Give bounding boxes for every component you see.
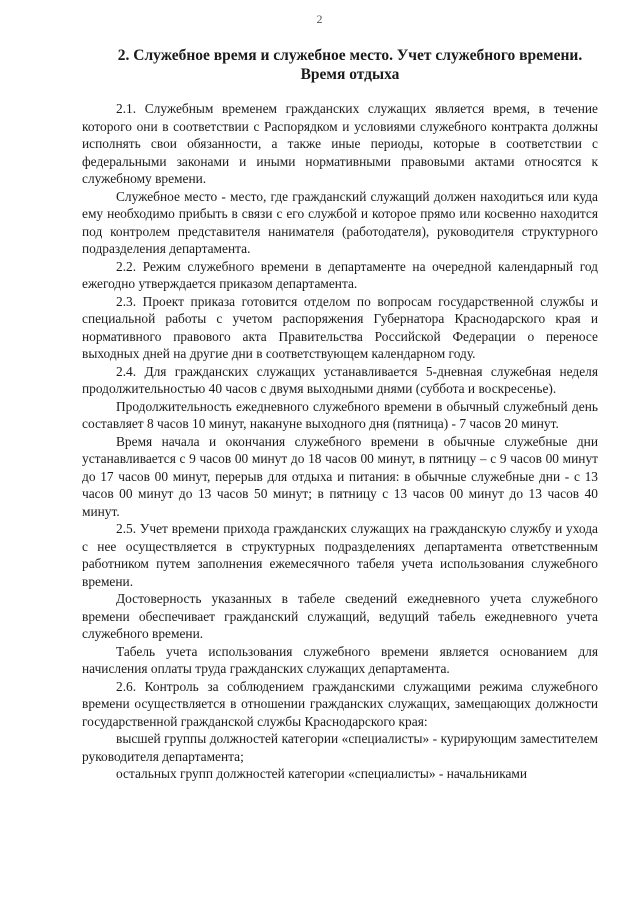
page-number: 2 [316, 12, 323, 26]
paragraph-2-5: 2.5. Учет времени прихода гражданских служащих на гражданскую службу и ухода с нее осуществляется в структурных подразделениях департамента ответственным работником путем заполнения ежемесячного табеля учета использования служебного времени. [82, 521, 598, 589]
paragraph-higher-group: высшей группы должностей категории «специалисты» - курирующим заместителем руководителя департамента; [82, 731, 598, 764]
paragraph-2-1: 2.1. Служебным временем гражданских служащих является время, в течение которого они в соответствии с Распорядком и условиями служебного контракта должны исполнять свои обязанности, а также иные периоды, которые в соответствии с федеральными законами и иными нормативными правовыми актами относятся к служебному времени. [82, 101, 598, 186]
paragraph-timesheet-basis: Табель учета использования служебного времени является основанием для начисления оплаты труда гражданских служащих департамента. [82, 643, 598, 676]
paragraph-service-place: Служебное место - место, где гражданский служащий должен находиться или куда ему необходимо прибыть в связи с его службой и которое прямо или косвенно находится под контролем представителя нанимателя (работодателя), руководителя структурного подразделения департамента. [82, 188, 598, 256]
paragraph-daily-duration: Продолжительность ежедневного служебного времени в обычный служебный день составляет 8 часов 10 минут, накануне выходного дня (пятница) - 7 часов 20 минут. [82, 398, 598, 431]
paragraph-start-end-time: Время начала и окончания служебного времени в обычные служебные дни устанавливается с 9 часов 00 минут до 18 часов 00 минут, в пятницу – с 9 часов 00 минут до 17 часов 00 минут, перерыв для отдыха и питания: в обычные служебные дни - с 13 часов 00 минут до 13 часов 50 минут; в пятницу с 13 часов 00 минут до 13 часов 40 минут. [82, 433, 598, 519]
paragraph-2-6: 2.6. Контроль за соблюдением гражданскими служащими режима служебного времени осуществляется в отношении гражданских служащих, замещающих должности государственной гражданской службы Краснодарского края: [82, 678, 598, 729]
paragraph-2-2: 2.2. Режим служебного времени в департаменте на очередной календарный год ежегодно утверждается приказом департамента. [82, 258, 598, 291]
document-body [82, 100, 598, 783]
paragraph-2-3: 2.3. Проект приказа готовится отделом по вопросам государственной службы и специальной работы с учетом распоряжения Губернатора Краснодарского края и нормативного правового акта Правительства Российской Федерации о переносе выходных дней на другие дни в соответствующем календарном году. [82, 293, 598, 361]
section-heading-line-2: Время отдыха [300, 66, 400, 83]
section-heading-line-1: 2. Служебное время и служебное место. Учет служебного времени. [117, 47, 583, 64]
paragraph-2-4: 2.4. Для гражданских служащих устанавливается 5-дневная служебная неделя продолжительностью 40 часов с двумя выходными днями (суббота и воскресенье). [82, 363, 598, 396]
paragraph-other-groups: остальных групп должностей категории «специалисты» - начальниками [116, 766, 528, 781]
paragraph-timesheet-accuracy: Достоверность указанных в табеле сведений ежедневного учета служебного времени обеспечивает гражданский служащий, ведущий табель ежедневного учета служебного времени. [82, 591, 598, 641]
section-heading [80, 46, 620, 84]
